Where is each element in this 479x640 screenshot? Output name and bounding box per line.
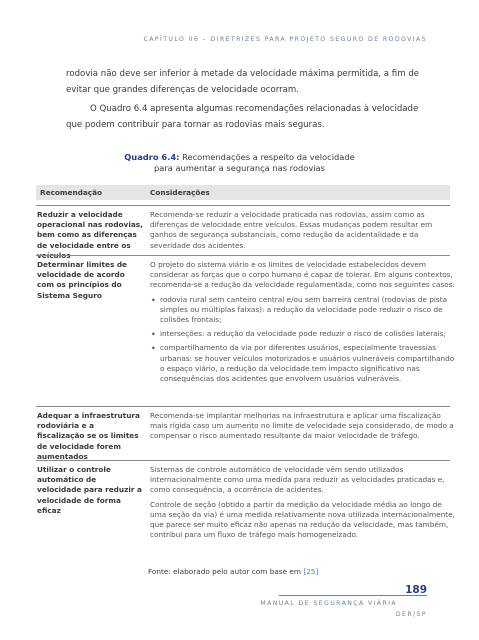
table-row [36,205,450,260]
caption-number: Quadro 6.4: [124,152,180,162]
row-paragraph: O projeto do sistema viário e os limites de velocidade estabelecidos devem considerar as forças que o corpo humano é capaz de tolerar. Em alguns contextos, recomenda-se a redução da velocidade regulamentada, como nos seguintes casos: [150,260,455,290]
table-header [36,185,450,200]
bullet-icon: • [151,295,156,305]
bullet-list [150,295,456,385]
header-recomendacao: Recomendação [40,188,103,197]
list-item [150,343,456,384]
caption-title-2: para aumentar a segurança nas rodovias [154,163,325,173]
row-label: Utilizar o controle automático de velocidade para reduzir a velocidade de forma eficaz [37,465,142,515]
list-item-text: interseções: a redução da velocidade pode reduzir o risco de colisões laterais; [160,329,446,339]
row-paragraph: Recomenda-se reduzir a velocidade praticada nas rodovias, assim como as diferenças de velocidade entre veículos. Essas mudanças podem resultar em ganhos de segurança substanciais, como redução da acidentalidade e da severidade dos acidentes. [150,210,433,250]
row-paragraph: Recomenda-se implantar melhorias na infraestrutura e aplicar uma fiscalização mais rígida caso um aumento no limite de velocidade seja considerado, de modo a compensar o risco aumentado resultante da maior velocidade de tráfego. [150,411,454,441]
body-paragraph-1: rodovia não deve ser inferior à metade da velocidade máxima permitida, a fim de evitar que grandes diferenças de velocidade ocorram. [66,69,420,95]
row-paragraph: Sistemas de controle automático de velocidade vêm sendo utilizados internacionalmente como uma medida para reduzir as velocidades praticadas e, como consequência, a ocorrência de acidentes. [150,465,445,495]
caption-title-1: Recomendações a respeito da velocidade [182,152,355,162]
list-item [150,295,456,326]
bullet-icon: • [151,344,156,354]
body-paragraph-2 [66,102,422,133]
row-label: Reduzir a velocidade operacional nas rodovias, bem como as diferenças de velocidade entre os veículos [37,210,143,260]
table-caption [0,152,479,174]
row-label: Determinar limites de velocidade de acordo com os princípios do Sistema Seguro [37,260,128,300]
caption-line-1 [0,152,479,163]
footer-manual-title: MANUAL DE SEGURANÇA VIÁRIA [260,600,397,607]
header-consideracoes: Considerações [150,188,210,197]
bullet-icon: • [151,330,156,340]
row-body [150,210,456,255]
table-row [36,406,454,461]
chapter-header: CAPÍTULO 06 – DIRETRIZES PARA PROJETO SEGURO DE RODOVIAS [143,36,427,43]
list-item-text: compartilhamento da via por diferentes usuários, especialmente travessias urbanas: se houver veículos motorizados e usuários vulneráveis compartilhando o espaço viário, a redução da velocidade tem impacto significativo nas consequências dos acidentes que envolvem usuários vulneráveis. [160,343,455,384]
source-note [148,567,318,576]
row-body [150,411,456,446]
list-item-text: rodovia rural sem canteiro central e/ou sem barreira central (rodovias de pista simples ou múltiplas faixas): a redução da velocidade pode reduzir o risco de colisões frontais; [160,294,448,325]
table-row [36,255,455,404]
list-item [150,329,456,339]
row-paragraph: Controle de seção (obtido a partir da medição da velocidade média ao longo de uma seção da via) é uma medida relativamente nova utilizada internacionalmente, que parece ser muito eficaz não apenas na redução da velocidade, mas também, contribui para um fluxo de tráfego mais homogeneizado. [150,499,455,540]
footer-divider [279,595,427,596]
table-row [36,460,455,563]
source-reference-link[interactable]: [25] [303,567,319,576]
page-number: 189 [405,584,427,596]
row-body [150,465,456,544]
row-label: Adequar a infraestrutura rodoviária e a fiscalização se os limites de velocidade forem aumentados [37,411,140,461]
row-body [150,260,456,388]
footer-organization: DER/SP [395,611,427,618]
body-paragraph-2-text: O Quadro 6.4 apresenta algumas recomendações relacionadas à velocidade que podem contribuir para tornar as rodovias mais seguras. [66,104,419,130]
source-text: Fonte: elaborado pelo autor com base em [148,567,304,576]
